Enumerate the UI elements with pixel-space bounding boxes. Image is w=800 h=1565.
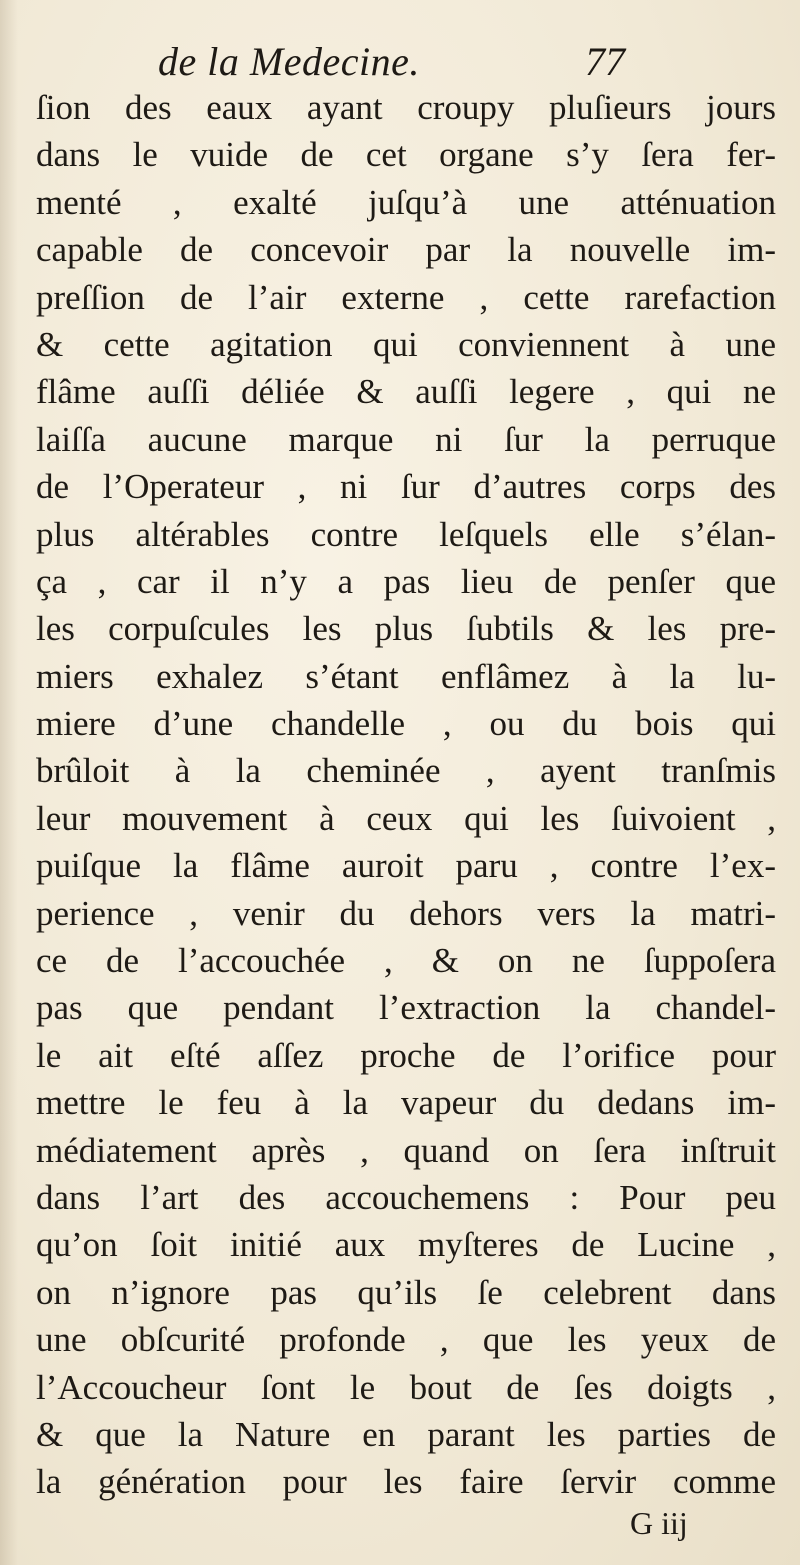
text-line: dans l’art des accouchemens : Pour peu <box>36 1177 776 1217</box>
text-line: les corpuſcules les plus ſubtils & les pre- <box>36 609 776 649</box>
text-line: de l’Operateur , ni ſur d’autres corps des <box>36 467 776 507</box>
text-line: miere d’une chandelle , ou du bois qui <box>36 704 776 744</box>
running-title: de la Medecine. <box>158 39 420 84</box>
text-line: on n’ignore pas qu’ils ſe celebrent dans <box>36 1272 776 1312</box>
running-head <box>0 28 800 88</box>
text-line: leur mouvement à ceux qui les ſuivoient , <box>36 798 776 838</box>
text-line: pas que pendant l’extraction la chandel- <box>36 988 776 1028</box>
text-line: l’Accoucheur ſont le bout de ſes doigts , <box>36 1367 776 1407</box>
text-line: médiatement après , quand on ſera inſtruit <box>36 1130 776 1170</box>
text-line: dans le vuide de cet organe s’y ſera fer- <box>36 135 776 175</box>
page-number: 77 <box>585 39 625 84</box>
body-text <box>36 84 776 1506</box>
text-line: menté , exalté juſqu’à une atténuation <box>36 182 776 222</box>
text-line: le ait eſté aſſez proche de l’orifice pour <box>36 1035 776 1075</box>
text-line: flâme auſſi déliée & auſſi legere , qui ne <box>36 372 776 412</box>
text-line: ſion des eaux ayant croupy pluſieurs jours <box>36 88 776 127</box>
text-line: laiſſa aucune marque ni ſur la perruque <box>36 419 776 459</box>
text-line: plus altérables contre leſquels elle s’élan- <box>36 514 776 554</box>
text-line: une obſcurité profonde , que les yeux de <box>36 1320 776 1360</box>
text-line: perience , venir du dehors vers la matri- <box>36 893 776 933</box>
text-line: puiſque la flâme auroit paru , contre l’ex- <box>36 846 776 886</box>
text-line: la génération pour les faire ſervir comme <box>36 1462 776 1502</box>
text-line: qu’on ſoit initié aux myſteres de Lucine , <box>36 1225 776 1265</box>
signature-mark: G iij <box>630 1505 688 1541</box>
text-line: miers exhalez s’étant enflâmez à la lu- <box>36 656 776 696</box>
text-line: ce de l’accouchée , & on ne ſuppoſera <box>36 941 776 981</box>
gutter-shadow <box>0 0 18 1565</box>
text-line: brûloit à la cheminée , ayent tranſmis <box>36 751 776 791</box>
text-line: & cette agitation qui conviennent à une <box>36 324 776 364</box>
text-line: capable de concevoir par la nouvelle im- <box>36 230 776 270</box>
text-line: ça , car il n’y a pas lieu de penſer que <box>36 561 776 601</box>
text-line: mettre le feu à la vapeur du dedans im- <box>36 1083 776 1123</box>
text-line: preſſion de l’air externe , cette rarefaction <box>36 277 776 317</box>
text-line: & que la Nature en parant les parties de <box>36 1414 776 1454</box>
